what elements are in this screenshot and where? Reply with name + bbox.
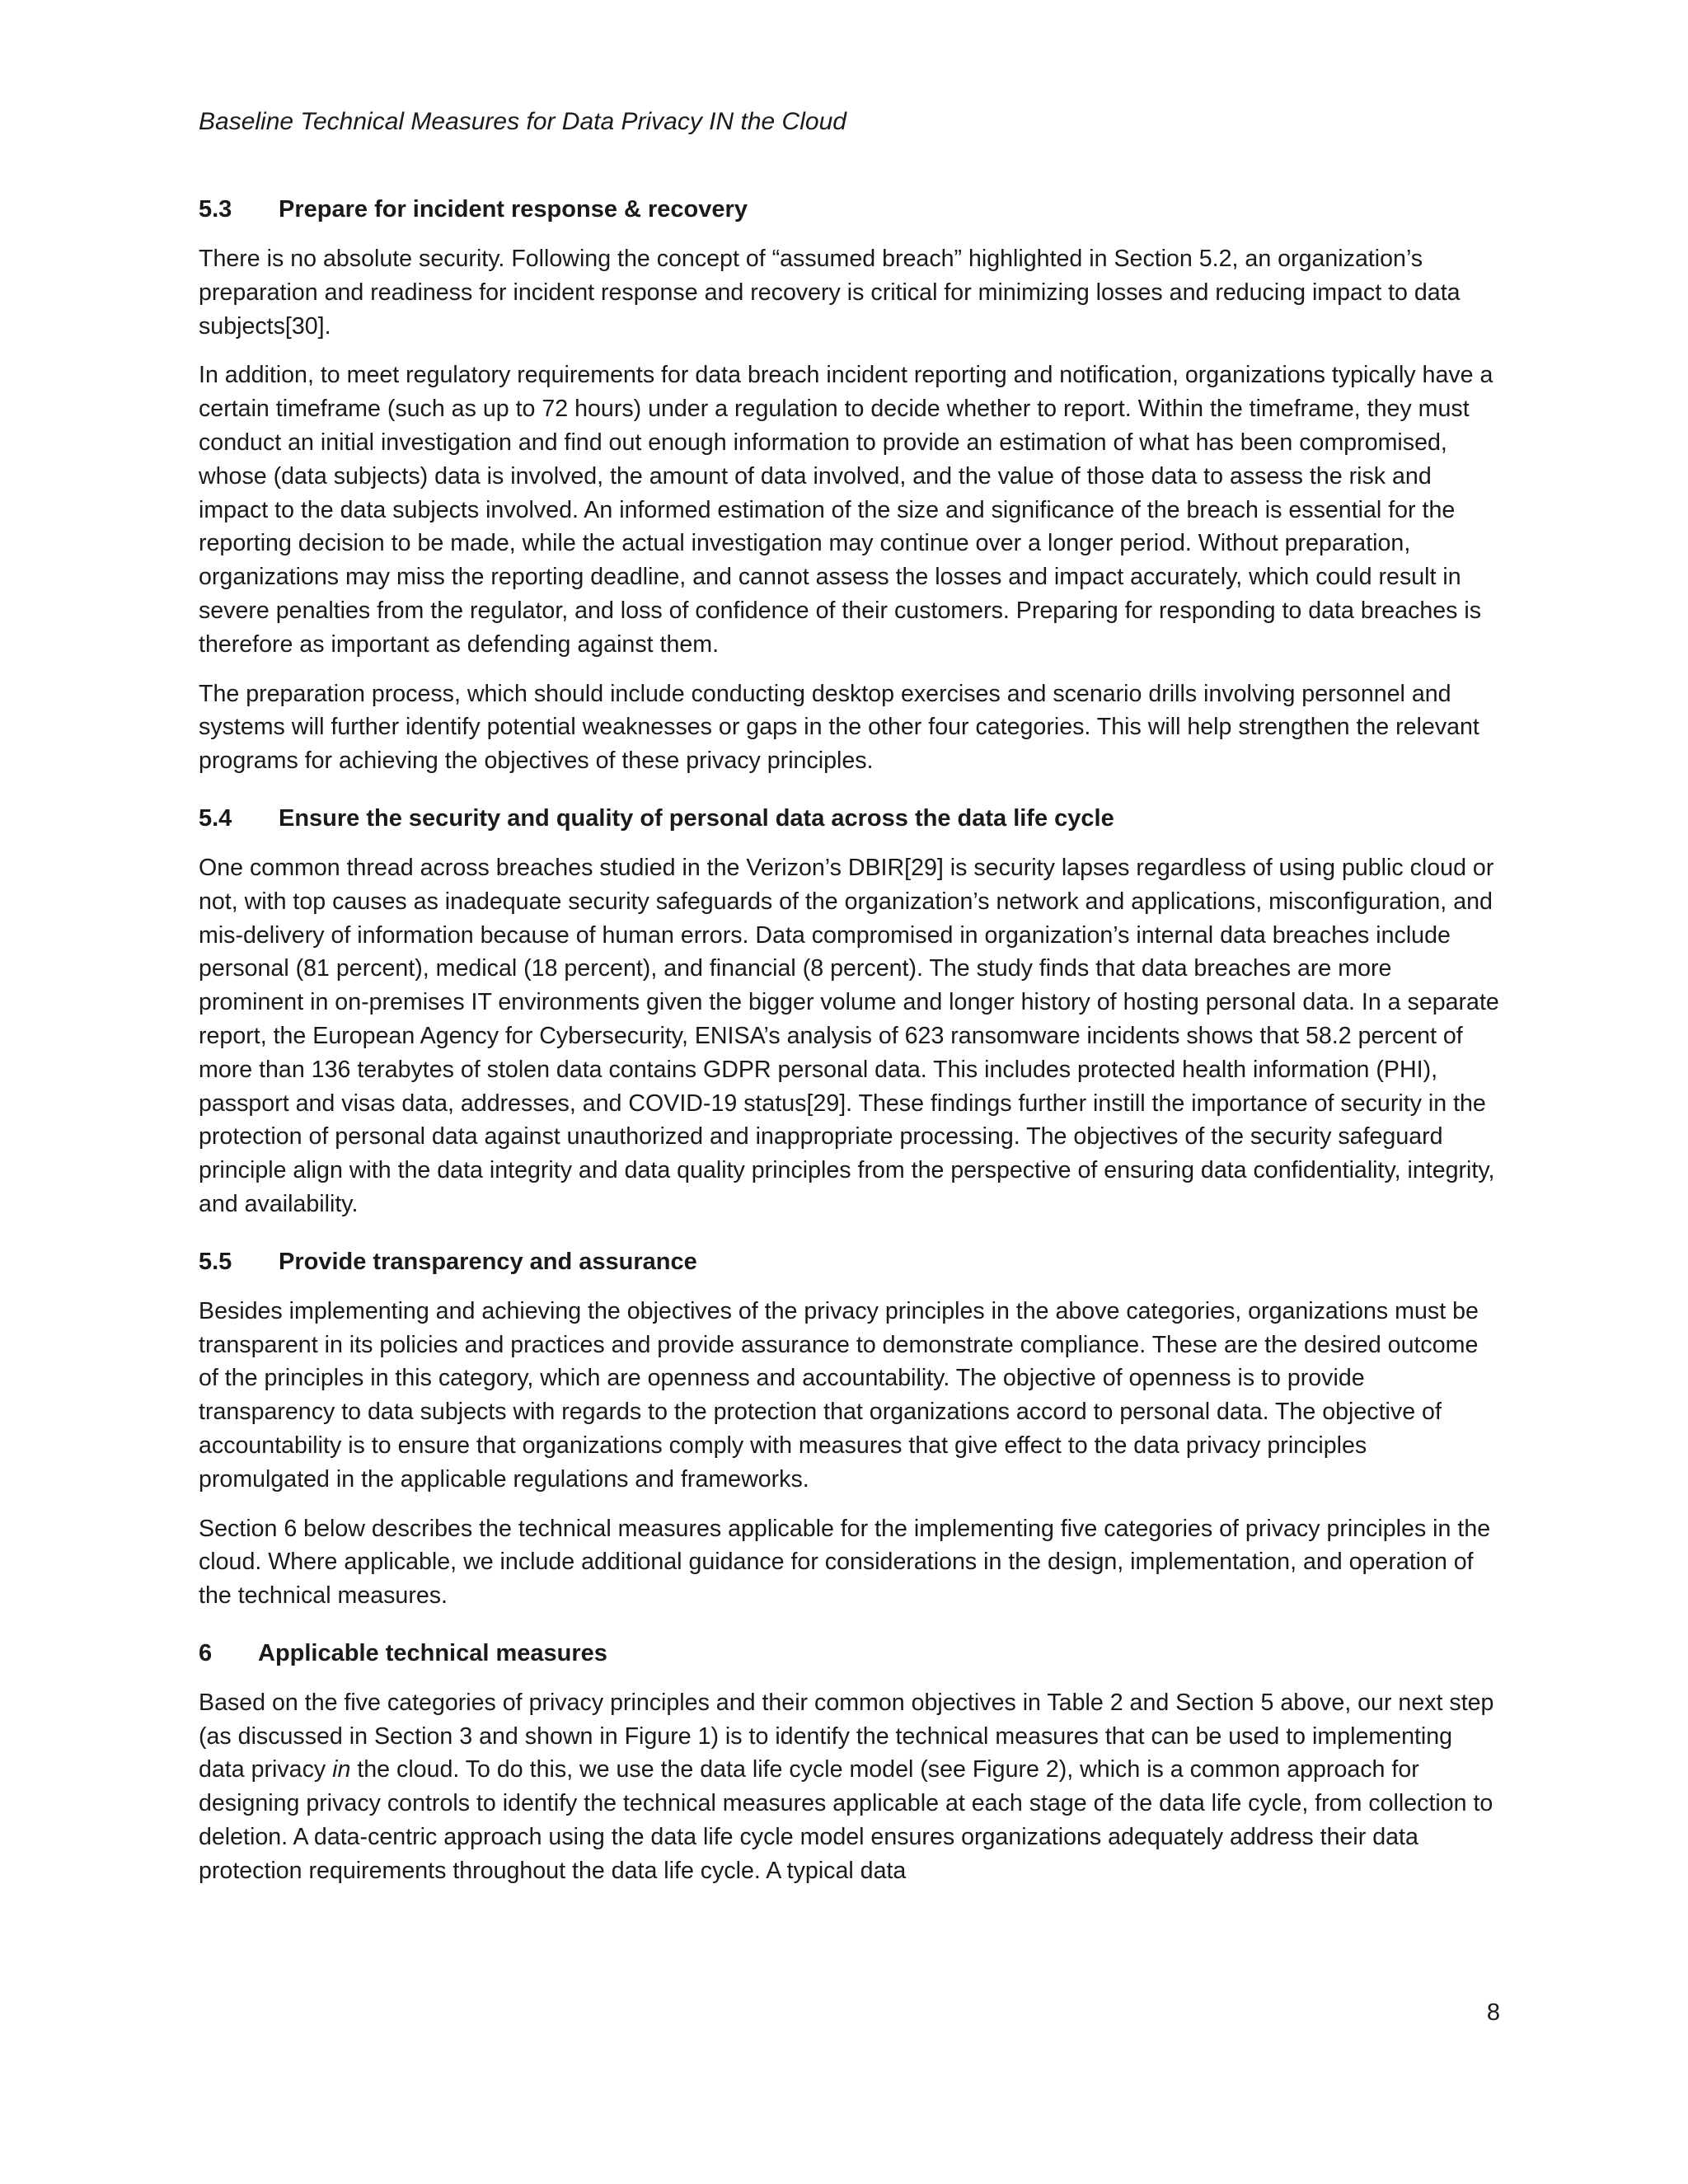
section-title: Provide transparency and assurance [279, 1248, 697, 1275]
section-number: 5.4 [199, 804, 232, 832]
page-number: 8 [1486, 1999, 1500, 2026]
page-content [199, 105, 1501, 1904]
emphasis-text: in [332, 1756, 351, 1783]
section-number: 6 [199, 1639, 213, 1666]
paragraph: The preparation process, which should include conducting desktop exercises and scenario drills involving personnel and systems will further identify potential weaknesses or gaps in the other four categories. This will help strengthen the relevant programs for achieving the objectives of these privacy principles. [199, 680, 1479, 775]
paragraph [199, 1686, 1501, 1888]
paragraph-text: Based on the five categories of privacy principles and their common objectives in Table 2 and Section 5 above, our next step (as discussed in Section 3 and shown in Figure 1) is to identify the technical measures that can be used to implementing data privacy [199, 1689, 1494, 1783]
paragraph: Section 6 below describes the technical measures applicable for the implementing five categories of privacy principles in the cloud. Where applicable, we include additional guidance for considerations in the design, implementation, and operation of the technical measures. [199, 1515, 1491, 1610]
section-spacer [199, 1629, 1501, 1637]
paragraph: Besides implementing and achieving the objectives of the privacy principles in the above categories, organizations must be transparent in its policies and practices and provide assurance to demonstrate compliance. These are the desired outcome of the principles in this category, which are openness and accountability. The objective of openness is to provide transparency to data subjects with regards to the protection that organizations accord to personal data. The objective of accountability is to ensure that organizations comply with measures that give effect to the data privacy principles promulgated in the applicable regulations and frameworks. [199, 1297, 1479, 1493]
section-title: Prepare for incident response & recovery [279, 196, 748, 223]
section-spacer [199, 1237, 1501, 1245]
paragraph-text: the cloud. To do this, we use the data life cycle model (see Figure 2), which is a common approach for designing privacy controls to identify the technical measures applicable at each stage of the data life cycle, from collection to deletion. A data-centric approach using the data life cycle model ensures organizations adequately address their data protection requirements throughout the data life cycle. A typical data [199, 1756, 1493, 1884]
section-number: 5.5 [199, 1248, 232, 1275]
paragraph: One common thread across breaches studied in the Verizon’s DBIR[29] is security lapses regardless of using public cloud or not, with top causes as inadequate security safeguards of the organization’s network and applications, misconfiguration, and mis-delivery of information because of human errors. Data compromised in organization’s internal data breaches include personal (81 percent), medical (18 percent), and financial (8 percent). The study finds that data breaches are more prominent in on-premises IT environments given the bigger volume and longer history of hosting personal data. In a separate report, the European Agency for Cybersecurity, ENISA’s analysis of 623 ransomware incidents shows that 58.2 percent of more than 136 terabytes of stolen data contains GDPR personal data. This includes protected health information (PHI), passport and visas data, addresses, and COVID-19 status[29]. These findings further instill the importance of security in the protection of personal data against unauthorized and inappropriate processing. The objectives of the security safeguard principle align with the data integrity and data quality principles from the perspective of ensuring data confidentiality, integrity, and availability. [199, 854, 1499, 1217]
section-heading-5-4 [199, 802, 1501, 835]
section-heading-6 [199, 1637, 1501, 1670]
running-header: Baseline Technical Measures for Data Privacy IN the Cloud [199, 108, 846, 135]
section-title: Applicable technical measures [258, 1639, 607, 1666]
paragraph: In addition, to meet regulatory requirements for data breach incident reporting and notification, organizations typically have a certain timeframe (such as up to 72 hours) under a regulation to decide whether to report. Within the timeframe, they must conduct an initial investigation and find out enough information to provide an estimation of what has been compromised, whose (data subjects) data is involved, the amount of data involved, and the value of those data to assess the risk and impact to the data subjects involved. An informed estimation of the size and significance of the breach is essential for the reporting decision to be made, while the actual investigation may continue over a longer period. Without preparation, organizations may miss the reporting deadline, and cannot assess the losses and impact accurately, which could result in severe penalties from the regulator, and loss of confidence of their customers. Preparing for responding to data breaches is therefore as important as defending against them. [199, 362, 1493, 658]
section-spacer [199, 794, 1501, 802]
section-title: Ensure the security and quality of personal data across the data life cycle [279, 804, 1114, 832]
section-heading-5-5 [199, 1245, 1501, 1278]
section-number: 5.3 [199, 196, 232, 223]
section-heading-5-3 [199, 193, 1501, 226]
paragraph: There is no absolute security. Following the concept of “assumed breach” highlighted in Section 5.2, an organization’s preparation and readiness for incident response and recovery is critical for minimizing losses and reducing impact to data subjects[30]. [199, 246, 1461, 340]
